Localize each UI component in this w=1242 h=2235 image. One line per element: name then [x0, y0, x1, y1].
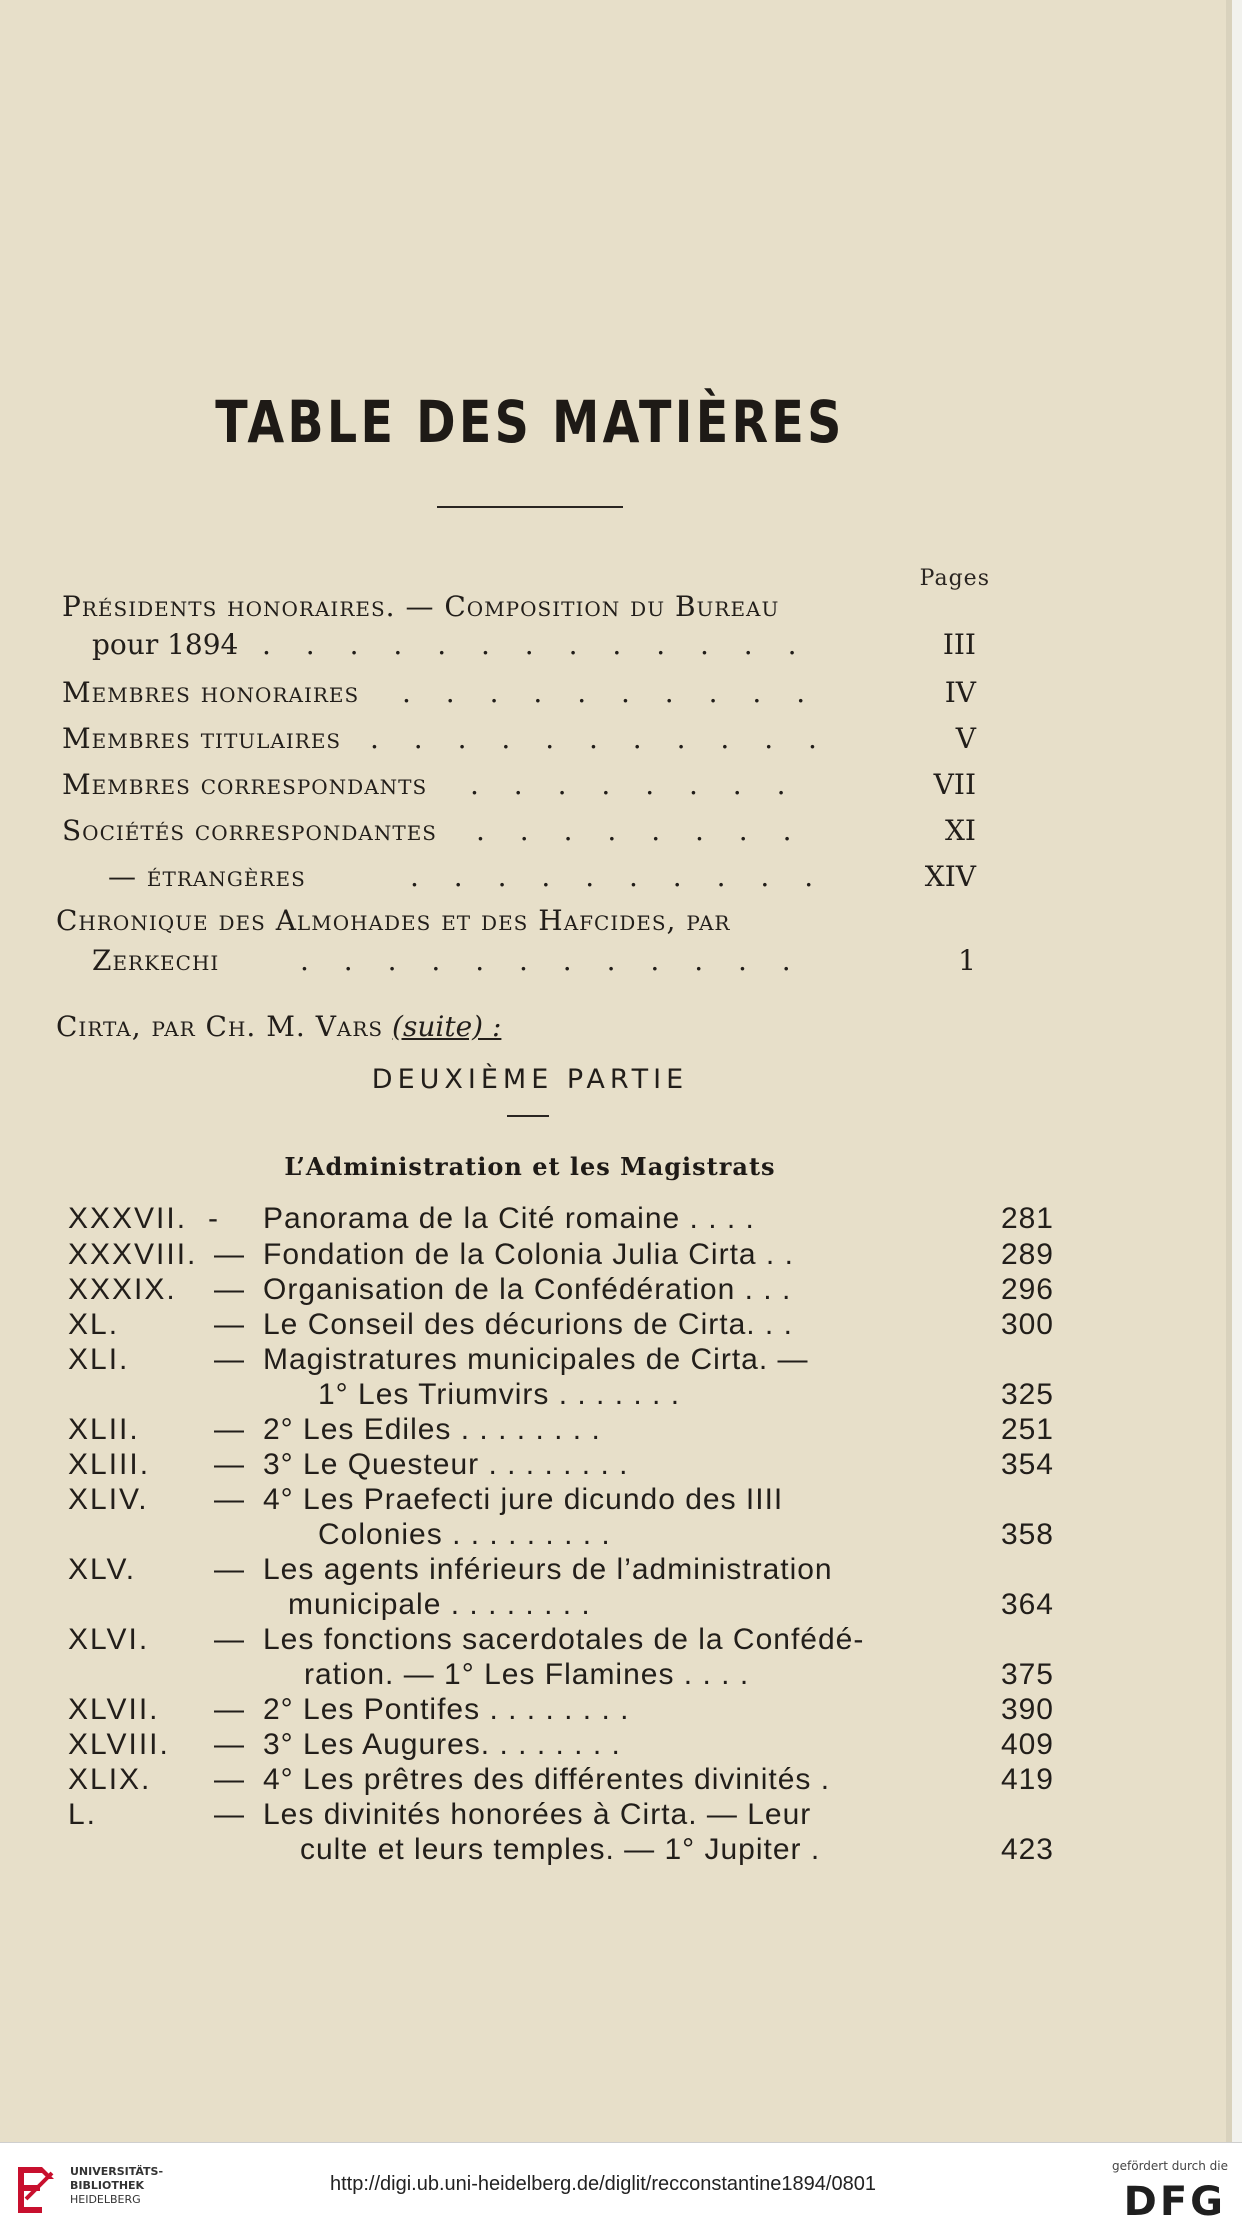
chapter-page: 354: [1000, 1448, 1054, 1481]
toc-page-number: IV: [944, 676, 976, 709]
permalink-url[interactable]: http://digi.ub.uni-heidelberg.de/diglit/recconstantine1894/0801: [330, 2173, 876, 2195]
chapter-page: 325: [1000, 1378, 1054, 1411]
leader-dots: . . . . . . . .: [470, 768, 799, 801]
toc-entry-label: Membres titulaires: [62, 722, 342, 755]
toc-page-number: V: [955, 722, 976, 755]
chapter-title: culte et leurs temples. — 1° Jupiter .: [300, 1833, 821, 1866]
chapter-number: XXXVIII.: [68, 1238, 198, 1271]
footer-bar: [0, 2142, 1242, 2235]
toc-entry-membres-honoraires: [62, 676, 359, 709]
toc-entry-label: Chronique des Almohades et des Hafcides, par: [56, 904, 731, 937]
pages-column-label: Pages: [919, 566, 990, 591]
chapter-dash: —: [214, 1483, 244, 1516]
university-library-name: [70, 2165, 163, 2207]
cirta-suite: (suite) :: [392, 1010, 502, 1043]
leader-dots: . . . . . . . . . . . . .: [262, 628, 810, 661]
library-line-3: HEIDELBERG: [70, 2193, 141, 2206]
cirta-prefix: Cirta, par Ch. M.: [56, 1010, 316, 1043]
toc-entry-label: Sociétés correspondantes: [62, 814, 438, 847]
chapter-number: XXXVII.: [68, 1202, 188, 1235]
leader-dots: . . . . . . . . . .: [410, 860, 827, 893]
chapter-title: 3° Les Augures. . . . . . . .: [263, 1728, 621, 1761]
page-title: TABLE DES MATIÈRES: [215, 388, 845, 456]
chapter-dash: —: [214, 1448, 244, 1481]
toc-page-number: III: [942, 628, 976, 661]
section-title: L’Administration et les Magistrats: [284, 1152, 776, 1181]
toc-entry-continuation: [92, 628, 238, 661]
chapter-page: 251: [1000, 1413, 1054, 1446]
chapter-number: XLVI.: [68, 1623, 150, 1656]
chapter-number: XXXIX.: [68, 1273, 177, 1306]
cirta-author: Vars: [315, 1010, 384, 1043]
cirta-heading: [56, 1010, 501, 1043]
toc-entry-membres-titulaires: [62, 722, 341, 755]
chapter-dash: -: [208, 1202, 218, 1235]
title-rule: [437, 506, 623, 508]
funder-text: gefördert durch die: [1112, 2159, 1228, 2173]
chapter-page: 358: [1000, 1518, 1054, 1551]
chapter-title: Fondation de la Colonia Julia Cirta . .: [263, 1238, 794, 1271]
toc-entry-label: Membres correspondants: [62, 768, 428, 801]
library-line-1: UNIVERSITÄTS-: [70, 2165, 164, 2178]
chapter-title: Organisation de la Confédération . . .: [263, 1273, 792, 1306]
partie-rule: [507, 1115, 549, 1117]
chapter-title: Panorama de la Cité romaine . . . .: [263, 1202, 755, 1235]
chapter-title: 4° Les prêtres des différentes divinités .: [263, 1763, 831, 1796]
chapter-number: XLV.: [68, 1553, 137, 1586]
toc-entry-label: Membres honoraires: [62, 676, 360, 709]
chapter-number: XLI.: [68, 1343, 130, 1376]
chapter-title: 2° Les Pontifes . . . . . . . .: [263, 1693, 630, 1726]
chapter-title: Les fonctions sacerdotales de la Confédé-: [263, 1623, 865, 1656]
toc-entry-membres-correspondants: [62, 768, 427, 801]
chapter-dash: —: [214, 1553, 244, 1586]
chapter-number: L.: [68, 1798, 98, 1831]
toc-page-number: 1: [958, 944, 976, 977]
chapter-dash: —: [214, 1623, 244, 1656]
chapter-dash: —: [214, 1763, 244, 1796]
chapter-number: XLIX.: [68, 1763, 152, 1796]
chapter-number: XLIII.: [68, 1448, 151, 1481]
chapter-dash: —: [214, 1413, 244, 1446]
toc-page-number: VII: [933, 768, 976, 801]
chapter-dash: —: [214, 1308, 244, 1341]
toc-entry-continuation: [92, 944, 219, 977]
chapter-dash: —: [214, 1728, 244, 1761]
toc-entry-label: — étrangères: [108, 860, 306, 893]
chapter-number: XLVII.: [68, 1693, 160, 1726]
chapter-page: 375: [1000, 1658, 1054, 1691]
chapter-title: municipale . . . . . . . .: [288, 1588, 591, 1621]
chapter-page: 289: [1000, 1238, 1054, 1271]
chapter-title: Magistratures municipales de Cirta. —: [263, 1343, 809, 1376]
chapter-title: Le Conseil des décurions de Cirta. . .: [263, 1308, 793, 1341]
chapter-dash: —: [214, 1798, 244, 1831]
chapter-page: 296: [1000, 1273, 1054, 1306]
leader-dots: . . . . . . . .: [476, 814, 805, 847]
toc-entry-societes-correspondantes: [62, 814, 437, 847]
leader-dots: . . . . . . . . . . .: [370, 722, 830, 755]
chapter-number: XL.: [68, 1308, 120, 1341]
chapter-page: 390: [1000, 1693, 1054, 1726]
chapter-dash: —: [214, 1273, 244, 1306]
library-line-2: BIBLIOTHEK: [70, 2179, 145, 2192]
leader-dots: . . . . . . . . . . . .: [300, 944, 804, 977]
chapter-number: XLIV.: [68, 1483, 149, 1516]
toc-entry-label: Présidents honoraires. — Composition du Bureau: [62, 590, 780, 623]
toc-entry-presidents: [62, 590, 779, 623]
toc-entry-chronique: [56, 904, 730, 937]
chapter-title: 2° Les Ediles . . . . . . . .: [263, 1413, 601, 1446]
chapter-page: 419: [1000, 1763, 1054, 1796]
toc-page-number: XIV: [924, 860, 976, 893]
chapter-title: Les agents inférieurs de l’administration: [263, 1553, 833, 1586]
chapter-title: 1° Les Triumvirs . . . . . . .: [318, 1378, 681, 1411]
university-library-logo-icon: [12, 2159, 60, 2219]
toc-page-number: XI: [945, 814, 976, 847]
chapter-title: Colonies . . . . . . . . .: [318, 1518, 611, 1551]
chapter-dash: —: [214, 1343, 244, 1376]
chapter-page: 300: [1000, 1308, 1054, 1341]
toc-entry-label: Zerkechi: [92, 944, 220, 977]
chapter-number: XLII.: [68, 1413, 140, 1446]
chapter-title: ration. — 1° Les Flamines . . . .: [304, 1658, 750, 1691]
chapter-number: XLVIII.: [68, 1728, 170, 1761]
chapter-dash: —: [214, 1693, 244, 1726]
chapter-page: 423: [1000, 1833, 1054, 1866]
partie-title: DEUXIÈME PARTIE: [371, 1064, 689, 1095]
leader-dots: . . . . . . . . . .: [402, 676, 819, 709]
chapter-title: Les divinités honorées à Cirta. — Leur: [263, 1798, 812, 1831]
chapter-page: 409: [1000, 1728, 1054, 1761]
toc-entry-label: pour 1894: [92, 628, 239, 661]
chapter-dash: —: [214, 1238, 244, 1271]
dfg-logo: DFG: [1123, 2179, 1226, 2225]
chapter-page: 364: [1000, 1588, 1054, 1621]
chapter-title: 4° Les Praefecti jure dicundo des IIII: [263, 1483, 784, 1516]
chapter-title: 3° Le Questeur . . . . . . . .: [263, 1448, 629, 1481]
chapter-page: 281: [1000, 1202, 1054, 1235]
toc-entry-etrangeres: [108, 860, 306, 893]
